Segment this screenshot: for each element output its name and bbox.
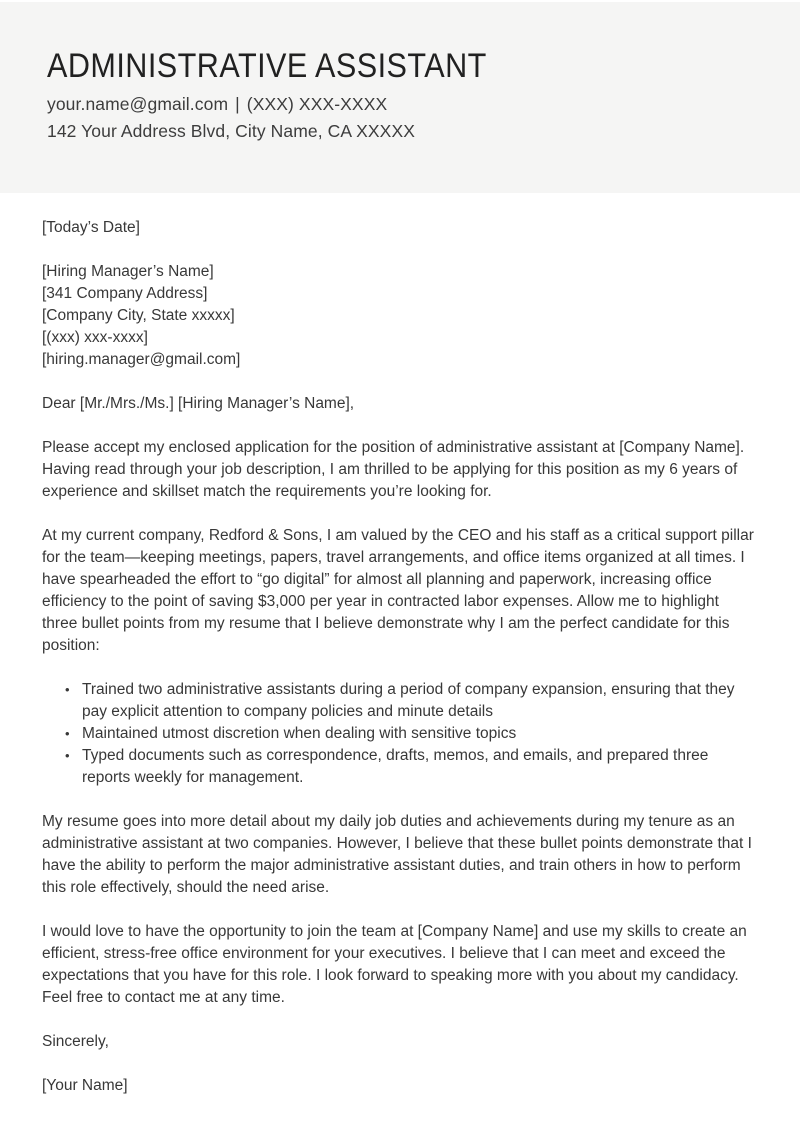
- recipient-phone-line: [(xxx) xxx-xxxx]: [42, 329, 148, 346]
- bullet-text: Trained two administrative assistants during a period of company expansion, ensuring that they pay explicit attention to company policies and minute details: [82, 681, 735, 720]
- contact-separator: |: [235, 94, 240, 114]
- date-line: [Today’s Date]: [42, 219, 140, 236]
- page-title: ADMINISTRATIVE ASSISTANT: [47, 47, 487, 85]
- paragraph-summary: My resume goes into more detail about my daily job duties and achievements during my tenure as an administrative assistant at two companies. However, I believe that these bullet points demonstrate that I have the ability to perform the major administrative assistant duties, and train others in how to perform this role effectively, should the need arise.: [42, 813, 752, 896]
- recipient-city-line: [Company City, State xxxxx]: [42, 307, 235, 324]
- recipient-address-line: [341 Company Address]: [42, 285, 208, 302]
- bullet-icon: •: [65, 726, 70, 741]
- bullet-icon: •: [65, 682, 70, 697]
- recipient-name-line: [Hiring Manager’s Name]: [42, 263, 214, 280]
- phone-text: (XXX) XXX-XXXX: [246, 94, 388, 114]
- paragraph-call-to-action: I would love to have the opportunity to join the team at [Company Name] and use my skills to create an efficient, stress-free office environment for your executives. I believe that I can meet and exceed the expectations that you have for this role. I look forward to speaking more with you about my candidacy. Feel free to contact me at any time.: [42, 923, 747, 1006]
- letter-body: [0, 193, 800, 1097]
- bullet-text: Maintained utmost discretion when dealing with sensitive topics: [82, 725, 517, 742]
- paragraph-intro: Please accept my enclosed application for the position of administrative assistant at [Company Name]. Having read through your job description, I am thrilled to be applying for this position as my 6 years of experience and skillset match the requirements you’re looking for.: [42, 439, 745, 500]
- contact-line: [47, 91, 755, 118]
- bullet-item: [65, 723, 755, 745]
- email-text: your.name@gmail.com: [47, 94, 229, 114]
- bullet-item: [65, 745, 755, 789]
- address-line: 142 Your Address Blvd, City Name, CA XXXXX: [47, 121, 415, 141]
- paragraph-experience: At my current company, Redford & Sons, I am valued by the CEO and his staff as a critical support pillar for the team—keeping meetings, papers, travel arrangements, and office items organized at all times. I have spearheaded the effort to “go digital” for almost all planning and paperwork, increasing office efficiency to the point of saving $3,000 per year in contracted labor expenses. Allow me to highlight three bullet points from my resume that I believe demonstrate why I am the perfect candidate for this position:: [42, 527, 754, 654]
- letter-header: [0, 2, 800, 193]
- closing-line: Sincerely,: [42, 1033, 109, 1050]
- bullet-item: [65, 679, 755, 723]
- recipient-block: [42, 261, 755, 371]
- signature-line: [Your Name]: [42, 1077, 128, 1094]
- bullet-icon: •: [65, 748, 70, 763]
- salutation-line: Dear [Mr./Mrs./Ms.] [Hiring Manager’s Name],: [42, 395, 355, 412]
- bullet-text: Typed documents such as correspondence, drafts, memos, and emails, and prepared three reports weekly for management.: [82, 747, 709, 786]
- recipient-email-line: [hiring.manager@gmail.com]: [42, 351, 241, 368]
- bullet-list: [42, 679, 755, 789]
